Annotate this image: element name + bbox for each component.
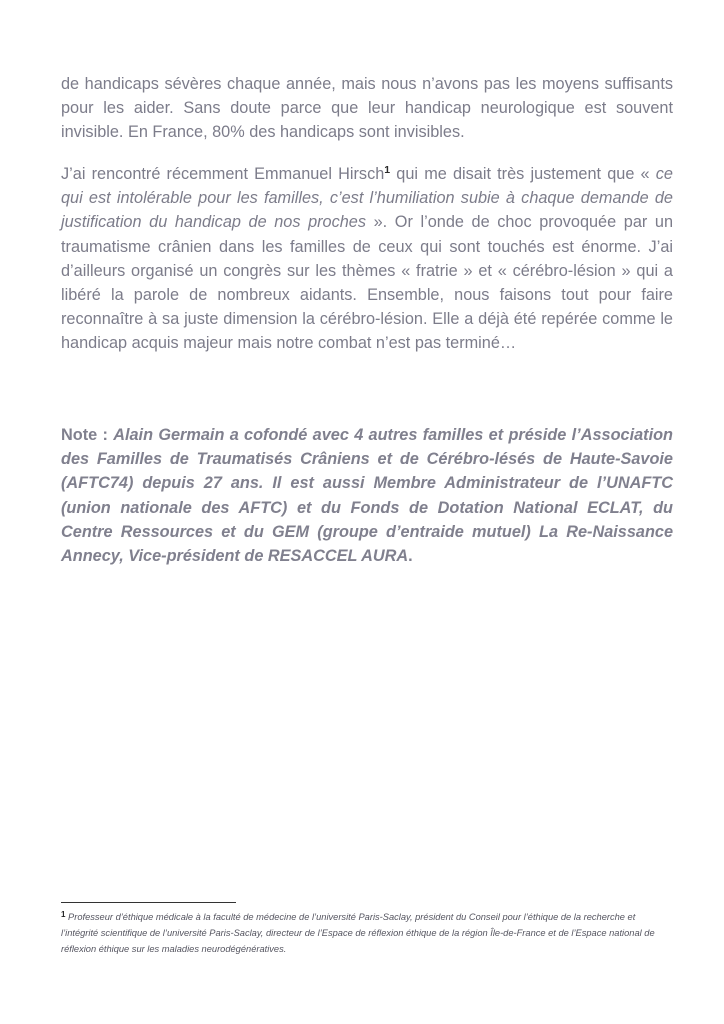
footnote-reference[interactable]: 1 (384, 164, 391, 176)
footnote-marker: 1 (61, 910, 66, 919)
note-text: Alain Germain a cofondé avec 4 autres familles et préside l’Association des Familles de Traumatisés Crâniens et de Cérébro-lésés de Haute-Savoie (AFTC74) depuis 27 ans. Il est aussi Membre Administrateur de l’UNAFTC (union nationale des AFTC) et du Fonds de Dotation National ECLAT, du Centre Ressources et du GEM (groupe d’entraide mutuel) La Re-Naissance Annecy, Vice-président de RESACCEL AURA (61, 426, 673, 566)
paragraph-2-lead-in: qui me disait très justement que « (390, 165, 656, 183)
note-label: Note : (61, 426, 114, 444)
footnote-separator (61, 902, 236, 903)
author-note (61, 423, 673, 568)
paragraph-2-rest: ». Or l’onde de choc provoquée par un traumatisme crânien dans les familles de ceux qui sont touchés est énorme. J’ai d’ailleurs organisé un congrès sur les thèmes « fratrie » et « cérébro-lésion » qui a libéré la parole de nombreux aidants. Ensemble, nous faisons tout pour faire reconnaître à sa juste dimension la cérébro-lésion. Elle a déjà été repérée comme le handicap acquis majeur mais notre combat n’est pas terminé… (61, 213, 673, 353)
paragraph-2-intro: J’ai rencontré récemment Emmanuel Hirsch (61, 165, 385, 183)
paragraph-2-quote: ce qui est intolérable pour les familles, c’est l’humiliation subie à chaque demande de justification du handicap de nos proches (61, 165, 673, 232)
footnote-text: Professeur d’éthique médicale à la faculté de médecine de l’université Paris-Saclay, président du Conseil pour l’éthique de la recherche et l’intégrité scientifique de l’université Paris-Saclay, directeur de l’Espace de réflexion éthique de la région Île-de-France et de l’Espace national de réflexion éthique sur les maladies neurodégénératives. (61, 912, 655, 954)
footnote (61, 909, 666, 957)
paragraph-2 (61, 162, 673, 356)
note-end: . (408, 547, 413, 566)
paragraph-1-text: de handicaps sévères chaque année, mais nous n’avons pas les moyens suffisants pour les aider. Sans doute parce que leur handicap neurologique est souvent invisible. En France, 80% des handicaps sont invisibles. (61, 75, 673, 142)
paragraph-1 (61, 72, 673, 145)
